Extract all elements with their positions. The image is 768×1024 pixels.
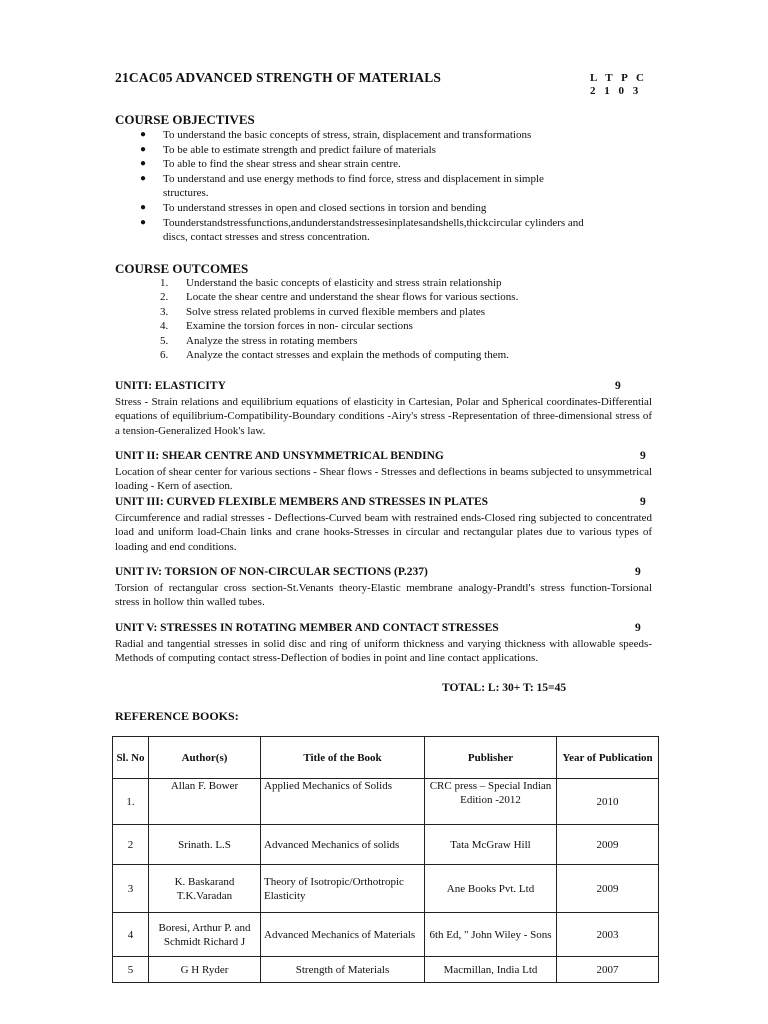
column-header: Publisher [425, 737, 557, 779]
table-row [113, 913, 659, 957]
table-cell: 2010 [557, 779, 659, 825]
table-cell: 2007 [557, 957, 659, 983]
list-item: 5. Analyze the stress in rotating members [160, 334, 358, 347]
table-header-row [113, 737, 659, 779]
course-header [115, 70, 655, 97]
table-row [113, 865, 659, 913]
unit-body: Circumference and radial stresses - Deflections-Curved beam with restrained ends-Closed ring subjected to concentrated load and uniform load-Chain links and crane hooks-Stresses in circular and rectangular plates due to various types of loading and end conditions. [115, 512, 652, 553]
list-item: 1. Understand the basic concepts of elasticity and stress strain relationship [160, 277, 502, 289]
column-header: Author(s) [149, 737, 261, 779]
course-title: 21CAC05 ADVANCED STRENGTH OF MATERIALS [115, 70, 442, 85]
column-header: Year of Publication [557, 737, 659, 779]
table-cell: 2009 [557, 825, 659, 865]
unit-hours: 9 [615, 380, 621, 392]
list-item: 2. Locate the shear centre and understand the shear flows for various sections. [160, 291, 519, 304]
list-item: ● To understand the basic concepts of stress, strain, displacement and transformations [140, 129, 532, 141]
bullet-icon: ● [140, 201, 147, 213]
table-cell: 5 [113, 957, 149, 983]
table-cell: Applied Mechanics of Solids [261, 779, 425, 825]
table-cell: 2009 [557, 865, 659, 913]
bullet-icon: ● [140, 143, 147, 155]
total-hours: TOTAL: L: 30+ T: 15=45 [442, 682, 567, 694]
bullet-icon: ● [140, 129, 147, 140]
table-cell: 4 [113, 913, 149, 957]
table-cell: Boresi, Arthur P. and Schmidt Richard J [149, 913, 261, 957]
table-cell: Macmillan, India Ltd [425, 957, 557, 983]
ltpc-values: 2 1 0 3 [590, 85, 642, 97]
ltpc-block [590, 72, 647, 98]
table-cell: 2 [113, 825, 149, 865]
column-header: Title of the Book [261, 737, 425, 779]
unit-body: Radial and tangential stresses in solid disc and ring of uniform thickness and varying thickness with allowable speeds-Methods of computing contact stress-Deflection of bodies in point and line contact applications. [115, 638, 652, 665]
list-item: 6. Analyze the contact stresses and explain the methods of computing them. [160, 349, 509, 362]
table-cell: Strength of Materials [261, 957, 425, 983]
list-item: 4. Examine the torsion forces in non- circular sections [160, 320, 413, 333]
list-item: ● To be able to estimate strength and predict failure of materials [140, 143, 436, 156]
bullet-icon: ● [140, 216, 147, 228]
list-item: ● Tounderstandstressfunctions,andunderstandstressesinplatesandshells,thickcircular cylinders and discs, contact stresses and stress concentration. [140, 216, 584, 244]
unit-title: UNITI: ELASTICITY [115, 380, 226, 392]
unit-hours: 9 [635, 566, 641, 578]
table-cell: 2003 [557, 913, 659, 957]
table-cell: Tata McGraw Hill [425, 825, 557, 865]
table-row [113, 779, 659, 825]
objectives-heading: COURSE OBJECTIVES [115, 112, 255, 127]
objectives-list [140, 128, 610, 245]
table-cell: Ane Books Pvt. Ltd [425, 865, 557, 913]
unit-body: Torsion of rectangular cross section-St.Venants theory-Elastic membrane analogy-Prandtl's stress function-Torsional stress in hollow thin walled tubes. [115, 582, 652, 609]
table-cell: K. Baskarand T.K.Varadan [149, 865, 261, 913]
list-item: ● To understand and use energy methods to find force, stress and displacement in simple structures. [140, 172, 544, 200]
unit-4 [115, 566, 652, 610]
unit-5 [115, 622, 652, 666]
table-cell: 6th Ed, " John Wiley - Sons [425, 913, 557, 957]
bullet-icon: ● [140, 158, 147, 170]
unit-hours: 9 [640, 450, 646, 462]
table-row [113, 957, 659, 983]
bullet-icon: ● [140, 172, 147, 184]
outcomes-list [160, 276, 630, 362]
table-cell: Theory of Isotropic/Orthotropic Elasticity [261, 865, 425, 913]
unit-title: UNIT IV: TORSION OF NON-CIRCULAR SECTIONS (P.237) [115, 566, 428, 578]
unit-2 [115, 450, 652, 494]
table-cell: Advanced Mechanics of solids [261, 825, 425, 865]
unit-3 [115, 496, 652, 554]
unit-title: UNIT II: SHEAR CENTRE AND UNSYMMETRICAL BENDING [115, 450, 444, 462]
table-cell: CRC press – Special Indian Edition -2012 [425, 779, 557, 825]
table-cell: Allan F. Bower [149, 779, 261, 825]
list-item: ● To understand stresses in open and closed sections in torsion and bending [140, 201, 487, 214]
reference-table [112, 736, 659, 983]
table-cell: Advanced Mechanics of Materials [261, 913, 425, 957]
unit-title: UNIT III: CURVED FLEXIBLE MEMBERS AND STRESSES IN PLATES [115, 496, 489, 508]
unit-title: UNIT V: STRESSES IN ROTATING MEMBER AND CONTACT STRESSES [115, 622, 499, 634]
table-row [113, 825, 659, 865]
table-cell: Srinath. L.S [149, 825, 261, 865]
ltpc-labels: L T P C [590, 72, 647, 84]
column-header: Sl. No [113, 737, 149, 779]
table-cell: 1. [113, 779, 149, 825]
list-item: ● To able to find the shear stress and shear strain centre. [140, 158, 401, 171]
list-item: 3. Solve stress related problems in curved flexible members and plates [160, 305, 486, 318]
reference-heading: REFERENCE BOOKS: [115, 709, 239, 723]
unit-body: Location of shear center for various sections - Shear flows - Stresses and deflections in beams subjected to unsymmetrical loading - Kern of asection. [115, 466, 653, 493]
table-cell: G H Ryder [149, 957, 261, 983]
unit-hours: 9 [640, 496, 646, 508]
table-cell: 3 [113, 865, 149, 913]
outcomes-heading: COURSE OUTCOMES [115, 261, 249, 276]
unit-1 [115, 380, 652, 438]
unit-body: Stress - Strain relations and equilibrium equations of elasticity in Cartesian, Polar and Spherical coordinates-Differential equations of equilibrium-Compatibility-Boundary conditions -Airy's stress -Representation of three-dimensional stress of a tension-Generalized Hook's law. [115, 396, 652, 437]
unit-hours: 9 [635, 622, 641, 634]
